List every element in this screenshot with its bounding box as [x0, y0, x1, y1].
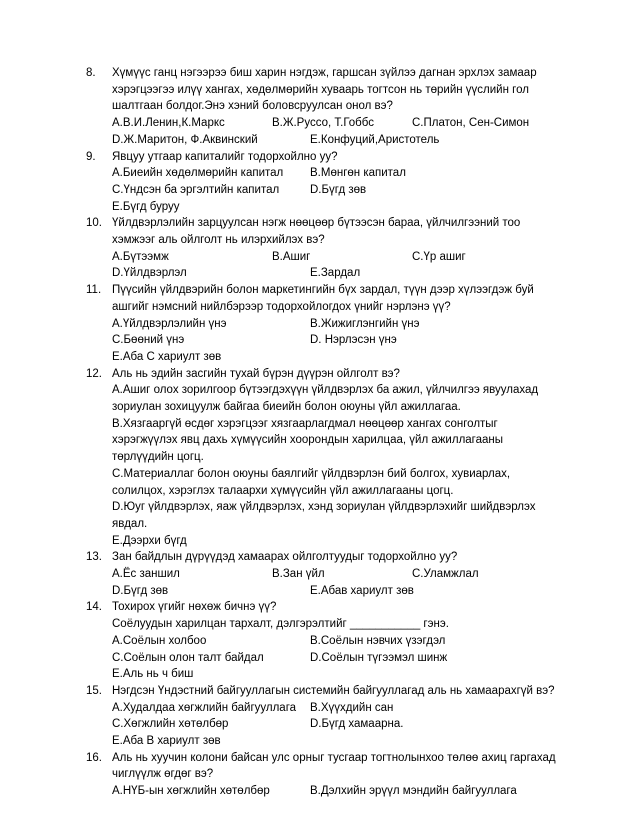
answer-option: В.Дэлхийн эрүүл мэндийн байгууллага — [310, 785, 517, 798]
question-text: чиглүүлж өгдөг вэ? — [112, 768, 214, 781]
question-text: Аль нь хуучин колони байсан улс орныг тусгаар тогтнолынхоо төлөө ахиц гаргахад — [112, 751, 556, 764]
question-number: 14. — [86, 601, 102, 614]
question-text: Нэгдсэн Үндэстний байгууллагын системийн байгууллагад аль нь хамаарахгүй вэ? — [112, 684, 555, 697]
answer-option: С.Хөгжлийн хөтөлбөр — [112, 718, 229, 731]
question-text: Пүүсийн үйлдвэрийн болон маркетингийн бүх зардал, түүн дээр хүлээгдэж буй — [112, 284, 534, 297]
answer-option: Е.Абав хариулт зөв — [310, 584, 414, 597]
answer-option: Е.Конфуций,Аристотель — [310, 133, 440, 146]
answer-option: Е.Бүгд буруу — [112, 200, 180, 213]
answer-option: А.Бүтээмж — [112, 250, 169, 263]
answer-option: А.Ашиг олох зорилгоор бүтээгдэхүүн үйлдвэрлэх ба ажил, үйлчилгээ явуулахад — [112, 384, 539, 397]
answer-option: төрлүүдийн цогц. — [112, 451, 204, 464]
question-text: Үйлдвэрлэлийн зарцуулсан нэгж нөөцөөр бүтээсэн бараа, үйлчилгээний тоо — [112, 217, 521, 230]
answer-option: D.Юуг үйлдвэрлэх, яаж үйлдвэрлэх, хэнд зориулан үйлдвэрлэхийг шийдвэрлэх — [112, 501, 536, 514]
question-number: 12. — [86, 367, 102, 380]
answer-option: А.Худалдаа хөгжлийн байгууллага — [112, 701, 297, 714]
answer-option: солилцох, хэрэглэх талаархи хүмүүсийн үйл ажиллагааны цогц. — [112, 484, 454, 497]
question-text: Тохирох үгийг нөхөж бичнэ үү? — [112, 601, 277, 614]
answer-option: D. Нэрлэсэн үнэ — [310, 334, 397, 347]
question-text: Явцуу утгаар капиталийг тодорхойлно уу? — [112, 150, 338, 163]
answer-option: С.Материаллаг болон оюуны баялгийг үйлдвэрлэн бий болгох, хувиарлах, — [112, 467, 511, 480]
answer-option: А.Үйлдвэрлэлийн үнэ — [112, 317, 227, 330]
question-number: 10. — [86, 217, 102, 230]
answer-option: явдал. — [112, 517, 148, 530]
question-number: 11. — [86, 284, 102, 297]
answer-option: В.Ж.Руссо, Т.Гоббс — [272, 117, 374, 130]
question-text: Аль нь эдийн засгийн тухай бүрэн дүүрэн ойлголт вэ? — [112, 367, 400, 380]
answer-option: D.Бүгд хамаарна. — [310, 718, 404, 731]
question-text: Хүмүүс ганц нэгээрээ биш харин нэгдэж, гаршсан зүйлээ дагнан эрхлэх замаар — [112, 67, 537, 79]
answer-option: С.Үр ашиг — [412, 250, 466, 263]
question-text: хэрэгцээгээ илүү хангах, хөдөлмөрийн хуваарь тогтсон нь төрийн үүслийн гол — [112, 83, 529, 96]
answer-option: А.Биеийн хөдөлмөрийн капитал — [112, 167, 284, 180]
question-text: хэмжээг аль ойлголт нь илэрхийлэх вэ? — [112, 234, 325, 246]
answer-option: В.Ашиг — [272, 250, 311, 263]
question-text: Соёлуудын харилцан тархалт, дэлгэрэлтийг ___________ гэнэ. — [112, 618, 449, 631]
answer-option: С.Үндсэн ба эргэлтийн капитал — [112, 183, 280, 196]
answer-option: А.Ёс заншил — [112, 568, 180, 580]
answer-option: А.В.И.Ленин,К.Маркс — [112, 117, 225, 130]
answer-option: В.Мөнгөн капитал — [310, 167, 406, 180]
answer-option: В.Жижиглэнгийн үнэ — [310, 317, 420, 330]
answer-option: D.Ж.Маритон, Ф.Аквинский — [112, 133, 258, 146]
answer-option: Е.Аль нь ч биш — [112, 668, 194, 681]
answer-option: В.Хүүхдийн сан — [310, 701, 394, 714]
question-number: 9. — [86, 150, 96, 163]
question-number: 8. — [86, 67, 96, 79]
answer-option: D.Бүгд зөв — [112, 584, 169, 597]
answer-option: зориулан зохицуулж байгаа биеийн болон оюуны үйл ажиллагаа. — [112, 401, 461, 413]
answer-option: В.Зан үйл — [272, 568, 325, 580]
answer-option: С.Бөөний үнэ — [112, 334, 185, 347]
question-text: шалтгаан болдог.Энэ хэний боловсруулсан онол вэ? — [112, 100, 393, 113]
answer-option: А.Соёлын холбоо — [112, 634, 207, 647]
answer-option: D.Үйлдвэрлэл — [112, 267, 187, 280]
question-number: 15. — [86, 684, 102, 697]
answer-option: В.Соёлын нэвчих үзэгдэл — [310, 634, 446, 647]
answer-option: А.НҮБ-ын хөгжлийн хөтөлбөр — [112, 785, 270, 798]
answer-option: С.Уламжлал — [412, 568, 479, 580]
answer-option: D.Соёлын түгээмэл шинж — [310, 651, 448, 664]
answer-option: С.Соёлын олон талт байдал — [112, 651, 264, 664]
answer-option: С.Платон, Сен-Симон — [412, 117, 530, 130]
question-number: 13. — [86, 551, 102, 564]
answer-option: Е.Аба В хариулт зөв — [112, 735, 221, 747]
answer-option: хэрэгжүүлэх явц дахь хүмүүсийн хоорондын харилцаа, үйл ажиллагааны — [112, 434, 504, 447]
question-number: 16. — [86, 751, 102, 764]
answer-option: Е.Аба С хариулт зөв — [112, 350, 222, 363]
answer-option: Е.Зардал — [310, 267, 361, 280]
answer-option: Е.Дээрхи бүгд — [112, 534, 187, 547]
question-text: ашгийг нэмсний нийлбэрээр тодорхойлогдох үнийг нэрлэнэ үү? — [112, 300, 451, 313]
question-text: Зан байдлын дүрүүдэд хамаарах ойлголтуудыг тодорхойлно уу? — [112, 551, 458, 564]
answer-option: D.Бүгд зөв — [310, 183, 367, 196]
answer-option: В.Хязгааргүй өсдөг хэрэгцээг хязгаарлагдмал нөөцөөр хангах сонголтыг — [112, 417, 498, 430]
